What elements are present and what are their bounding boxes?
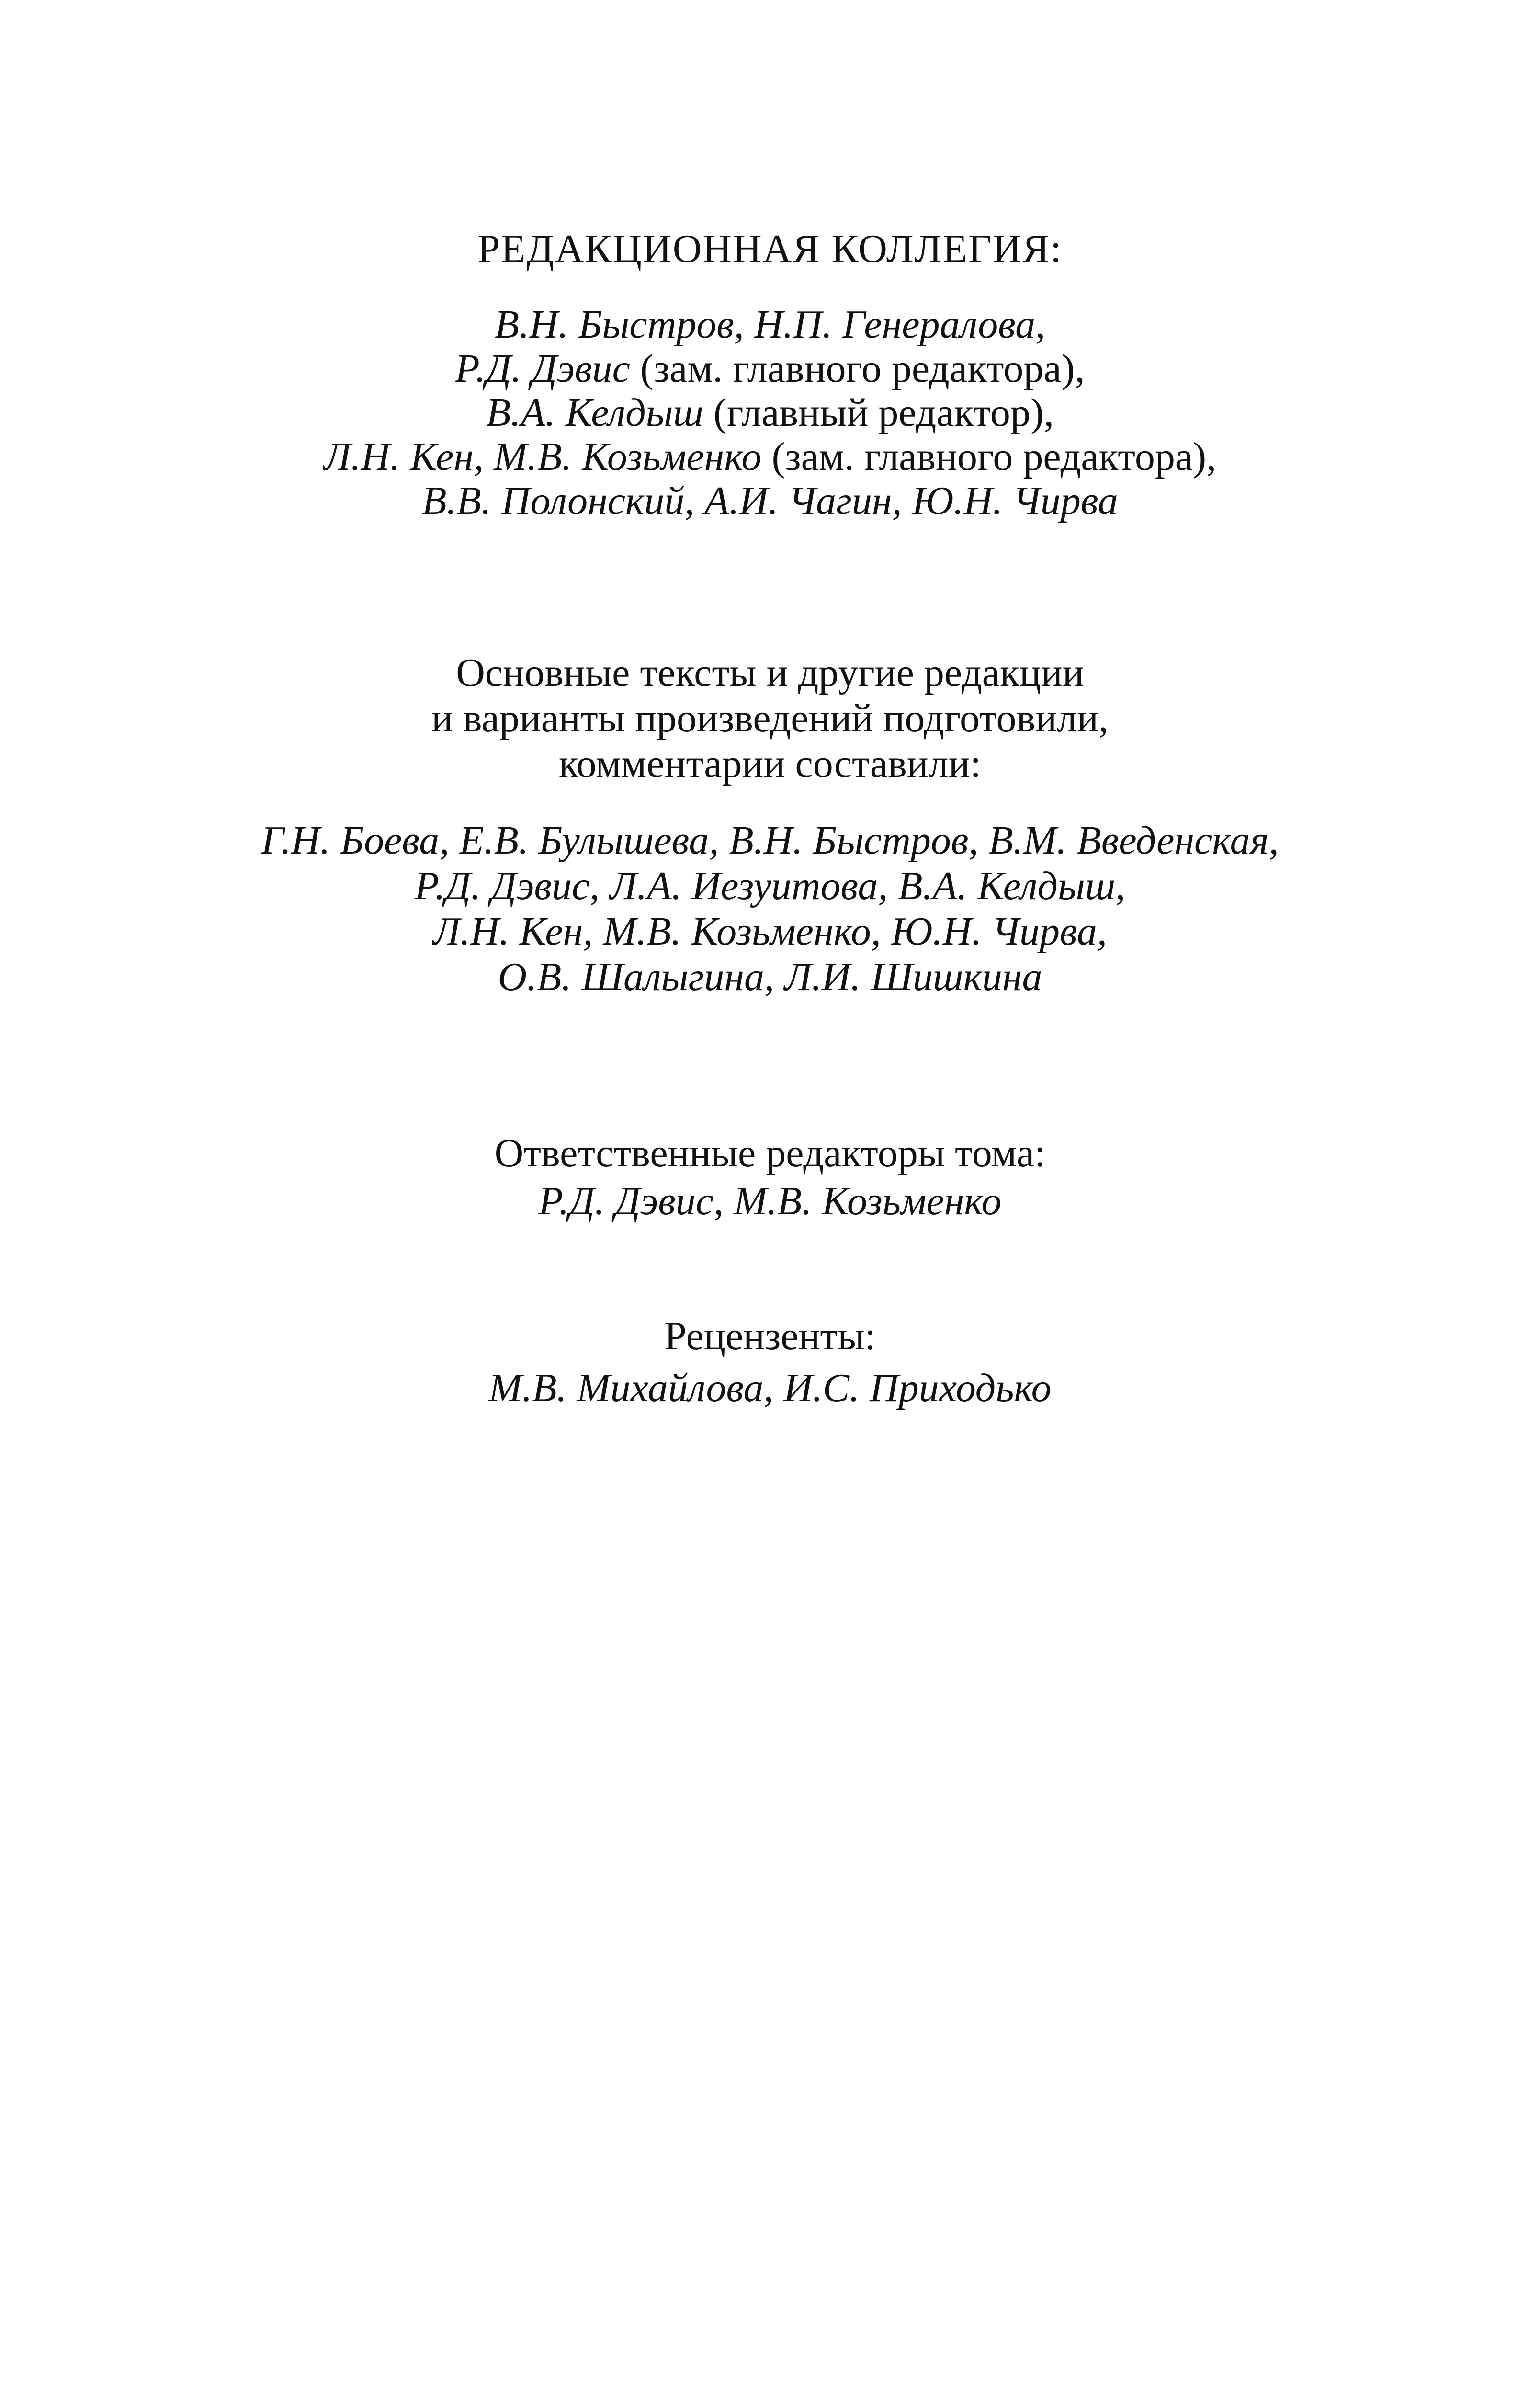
preparers-heading-line-1: Основные тексты и другие редакции [456, 650, 1084, 695]
editorial-board-line-1: В.Н. Быстров, Н.П. Генералова, [494, 302, 1046, 347]
board-member-name: Р.Д. Дэвис [455, 346, 630, 391]
preparers-names-line-1: Г.Н. Боева, Е.В. Булышева, В.Н. Быстров, В.М. Введенская, [261, 818, 1279, 863]
reviewers-heading: Рецензенты: [664, 1314, 876, 1358]
responsible-editors-names: Р.Д. Дэвис, М.В. Козьменко [538, 1179, 1002, 1223]
board-member-name: Л.Н. Кен, М.В. Козьменко [323, 434, 762, 479]
editorial-board-line-2 [0, 345, 1540, 393]
board-member-role: (зам. главного редактора), [761, 434, 1217, 479]
responsible-editors-heading: Ответственные редакторы тома: [494, 1131, 1046, 1175]
board-member-role: (главный редактор), [703, 390, 1054, 435]
preparers-names-line-2: Р.Д. Дэвис, Л.А. Иезуитова, В.А. Келдыш, [414, 864, 1126, 908]
board-member-name: В.А. Келдыш [486, 390, 704, 435]
editorial-board-line-3 [0, 389, 1540, 437]
preparers-names-line-3: Л.Н. Кен, М.В. Козьменко, Ю.Н. Чирва, [433, 909, 1107, 954]
preparers-heading-line-3: комментарии составили: [559, 741, 981, 786]
editorial-board-heading: РЕДАКЦИОННАЯ КОЛЛЕГИЯ: [477, 227, 1063, 271]
preparers-heading-line-2: и варианты произведений подготовили, [431, 696, 1109, 741]
preparers-names-line-4: О.В. Шалыгина, Л.И. Шишкина [498, 955, 1042, 999]
editorial-board-line-4 [0, 433, 1540, 481]
reviewers-names: М.В. Михайлова, И.С. Приходько [488, 1366, 1052, 1410]
board-member-role: (зам. главного редактора), [630, 346, 1085, 391]
editorial-board-line-5: В.В. Полонский, А.И. Чагин, Ю.Н. Чирва [422, 479, 1118, 523]
